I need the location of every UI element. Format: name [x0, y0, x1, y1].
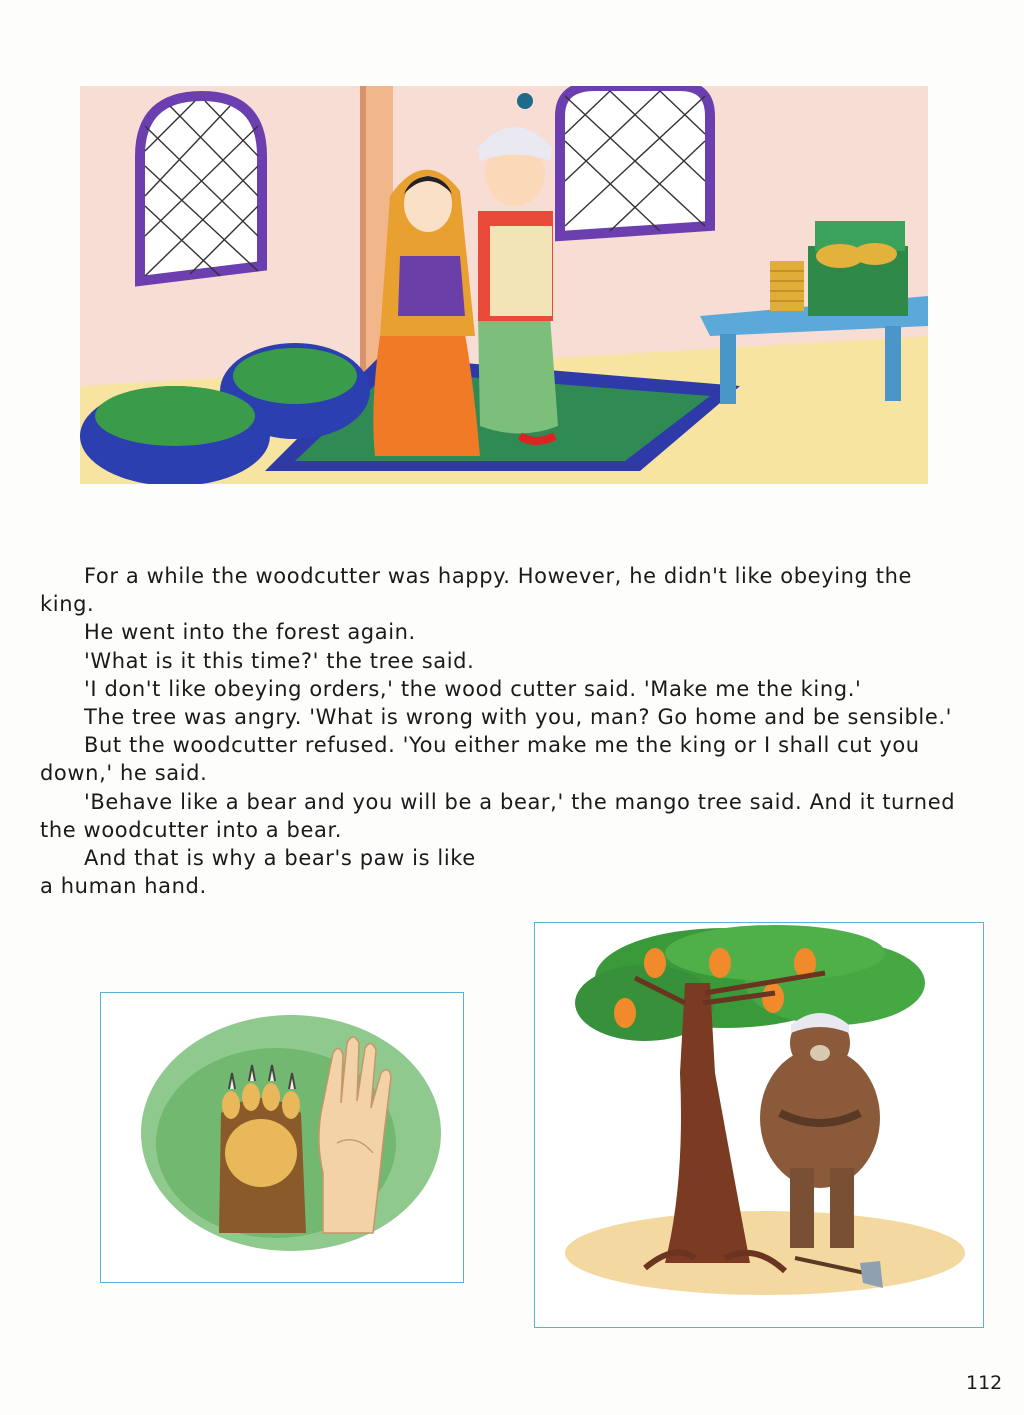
page-number: 112: [966, 1372, 1003, 1394]
left-window: [140, 96, 262, 281]
story-paragraph: 'Behave like a bear and you will be a bear,' the mango tree said. And it turned the woodcutter into a bear.: [40, 789, 956, 842]
palace-scene: [80, 86, 928, 484]
story-paragraph: The tree was angry. 'What is wrong with you, man? Go home and be sensible.': [84, 705, 953, 730]
story-paragraph: And that is why a bear's paw is like a human hand.: [40, 846, 476, 899]
paw-hand-scene: [101, 993, 462, 1281]
right-window: [560, 86, 710, 236]
mango-tree-bear-illustration: [534, 922, 984, 1328]
palace-illustration: [80, 86, 928, 484]
paw-hand-illustration: [100, 992, 464, 1283]
story-paragraph: But the woodcutter refused. 'You either make me the king or I shall cut you down,' he said.: [40, 733, 920, 786]
story-paragraph: 'I don't like obeying orders,' the wood cutter said. 'Make me the king.': [84, 676, 862, 701]
story-text: [40, 562, 970, 900]
story-paragraph: For a while the woodcutter was happy. However, he didn't like obeying the king.: [40, 564, 913, 617]
story-paragraph: He went into the forest again.: [84, 620, 416, 645]
tree-bear-scene: [535, 923, 982, 1326]
story-paragraph: 'What is it this time?' the tree said.: [84, 648, 475, 673]
man-figure: [478, 93, 558, 441]
